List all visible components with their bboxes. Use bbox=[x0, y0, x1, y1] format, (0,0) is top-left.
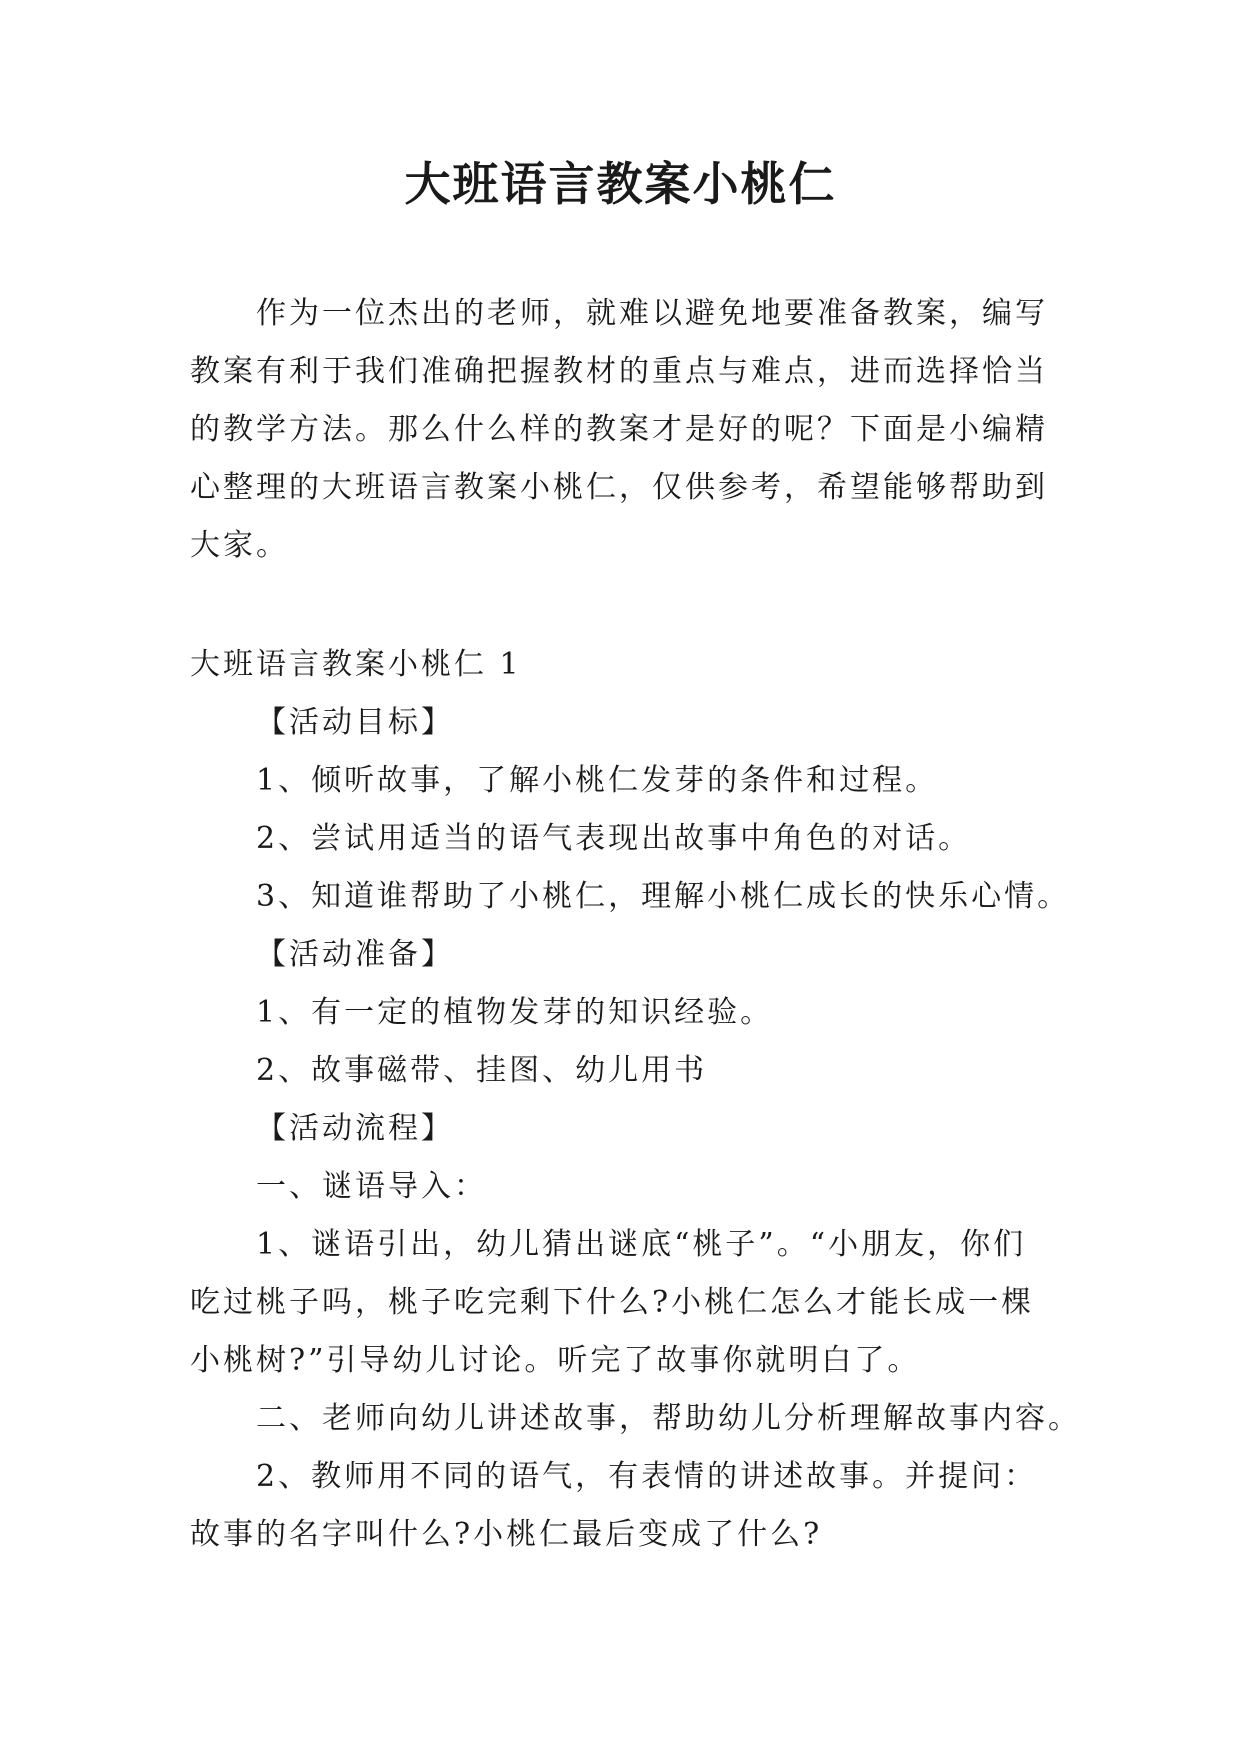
preparation-item: 1、有一定的植物发芽的知识经验。 bbox=[256, 995, 774, 1030]
process-step: 一、谜语导入： bbox=[256, 1169, 487, 1204]
preparation-item: 2、故事磁带、挂图、幼儿用书 bbox=[256, 1053, 708, 1088]
preparation-heading: 【活动准备】 bbox=[256, 937, 454, 972]
process-step: 二、老师向幼儿讲述故事，帮助幼儿分析理解故事内容。 bbox=[256, 1401, 1081, 1436]
document-title: 大班语言教案小桃仁 bbox=[404, 157, 837, 211]
objective-item: 2、尝试用适当的语气表现出故事中角色的对话。 bbox=[256, 821, 972, 856]
objectives-heading: 【活动目标】 bbox=[256, 705, 454, 740]
objective-item: 1、倾听故事，了解小桃仁发芽的条件和过程。 bbox=[256, 763, 939, 798]
process-paragraph: 2、教师用不同的语气，有表情的讲述故事。并提问：故事的名字叫什么?小桃仁最后变成了什么? bbox=[190, 1459, 1038, 1552]
intro-paragraph: 作为一位杰出的老师，就难以避免地要准备教案，编写教案有利于我们准确把握教材的重点与难点，进而选择恰当的教学方法。那么什么样的教案才是好的呢？下面是小编精心整理的大班语言教案小桃仁，仅供参考，希望能够帮助到大家。 bbox=[190, 296, 1048, 563]
lesson-section bbox=[190, 636, 1081, 1564]
process-paragraph: 1、谜语引出，幼儿猜出谜底“桃子”。“小朋友，你们吃过桃子吗，桃子吃完剩下什么?小桃仁怎么才能长成一棵小桃树?”引导幼儿讨论。听完了故事你就明白了。 bbox=[190, 1227, 1035, 1378]
section-heading: 大班语言教案小桃仁 1 bbox=[190, 647, 522, 682]
objective-item: 3、知道谁帮助了小桃仁，理解小桃仁成长的快乐心情。 bbox=[256, 879, 1071, 914]
process-heading: 【活动流程】 bbox=[256, 1111, 454, 1146]
